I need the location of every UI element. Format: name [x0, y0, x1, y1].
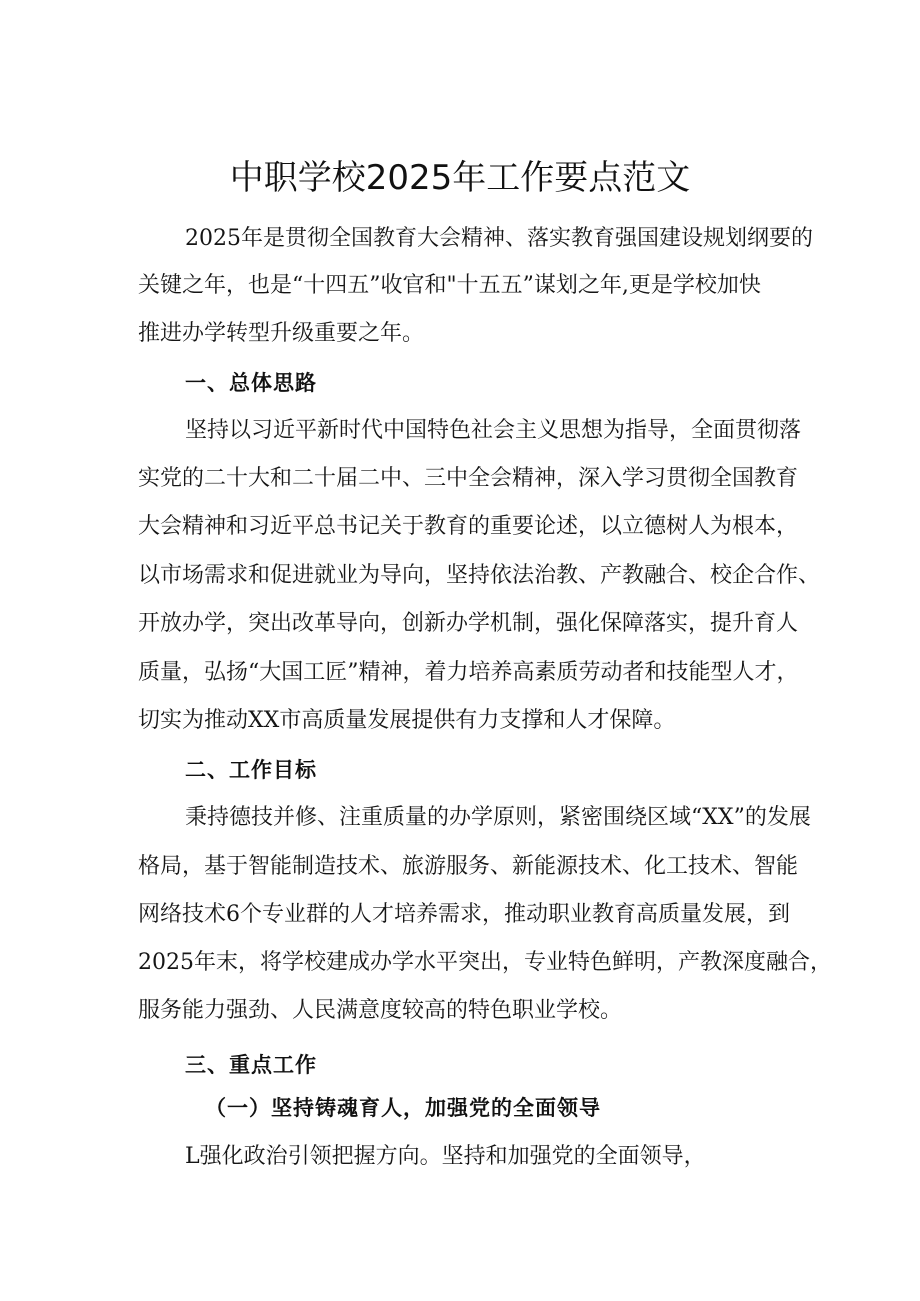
intro-line-2: 关键之年，也是“十四五”收官和"十五五”谋划之年,更是学校加快 [138, 273, 761, 298]
section2-line-4: 2025年末，将学校建成办学水平突出，专业特色鲜明，产教深度融合， [138, 950, 832, 975]
section1-line-3: 大会精神和习近平总书记关于教育的重要论述，以立德树人为根本， [138, 514, 799, 539]
section1-line-2: 实党的二十大和二十届二中、三中全会精神，深入学习贯彻全国教育 [138, 466, 799, 491]
section2-line-2: 格局，基于智能制造技术、旅游服务、新能源技术、化工技术、智能 [138, 854, 799, 879]
intro-line-1: 2025年是贯彻全国教育大会精神、落实教育强国建设规划纲要的 [185, 226, 813, 251]
section2-line-1: 秉持德技并修、注重质量的办学原则，紧密围绕区域“XX”的发展 [185, 805, 811, 830]
section-heading-1: 一、总体思路 [185, 371, 317, 395]
subsection-heading-1: （一）坚持铸魂育人，加强党的全面领导 [205, 1096, 601, 1120]
section3-line-1: L强化政治引领把握方向。坚持和加强党的全面领导， [185, 1144, 706, 1169]
section1-line-1: 坚持以习近平新时代中国特色社会主义思想为指导，全面贯彻落 [185, 418, 802, 443]
section-heading-2: 二、工作目标 [185, 758, 317, 782]
section2-line-3: 网络技术6个专业群的人才培养需求，推动职业教育高质量发展，到 [138, 902, 790, 927]
section2-line-5: 服务能力强劲、人民满意度较高的特色职业学校。 [138, 998, 623, 1023]
section1-line-6: 质量，弘扬“大国工匠”精神，着力培养高素质劳动者和技能型人才， [138, 660, 799, 685]
section1-line-7: 切实为推动XX市高质量发展提供有力支撑和人才保障。 [138, 708, 676, 733]
section1-line-4: 以市场需求和促进就业为导向，坚持依法治教、产教融合、校企合作、 [138, 563, 821, 588]
section1-line-5: 开放办学，突出改革导向，创新办学机制，强化保障落实，提升育人 [138, 611, 799, 636]
intro-line-3: 推进办学转型升级重要之年。 [138, 321, 425, 346]
page-title: 中职学校2025年工作要点范文 [229, 158, 691, 198]
section-heading-3: 三、重点工作 [185, 1053, 317, 1077]
